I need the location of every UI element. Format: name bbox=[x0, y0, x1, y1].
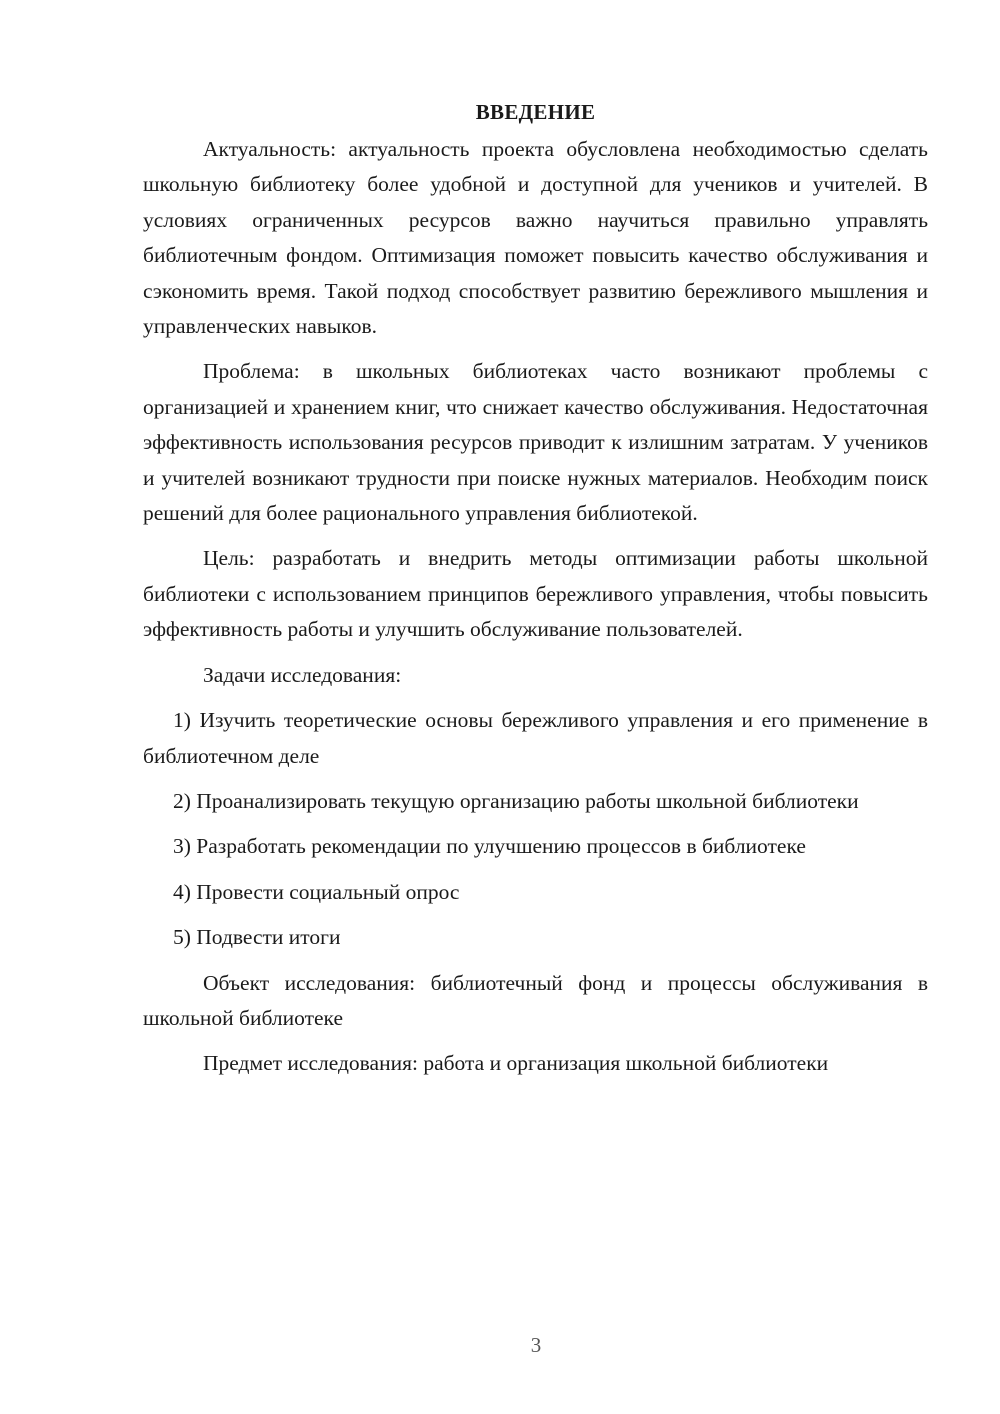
document-page bbox=[143, 92, 928, 1082]
task-item: 4) Провести социальный опрос bbox=[173, 879, 460, 904]
tasks-title: Задачи исследования: bbox=[203, 662, 402, 687]
page-title: ВВЕДЕНИЕ bbox=[475, 100, 596, 124]
relevance-paragraph: Актуальность: актуальность проекта обусловлена необходимостью сделать школьную библиотеку более удобной и доступной для учеников и учителей. В условиях ограниченных ресурсов важно научиться правильно управлять библиотечным фондом. Оптимизация поможет повысить качество обслуживания и сэкономить время. Такой подход способствует развитию бережливого мышления и управленческих навыков. bbox=[143, 137, 928, 339]
task-item: 5) Подвести итоги bbox=[173, 925, 341, 950]
problem-paragraph: Проблема: в школьных библиотеках часто возникают проблемы с организацией и хранением книг, что снижает качество обслуживания. Недостаточная эффективность использования ресурсов приводит к излишним затратам. У учеников и учителей возникают трудности при поиске нужных материалов. Необходим поиск решений для более рационального управления библиотекой. bbox=[143, 359, 928, 526]
object-paragraph: Объект исследования: библиотечный фонд и процессы обслуживания в школьной библиотеке bbox=[143, 970, 928, 1030]
goal-paragraph: Цель: разработать и внедрить методы оптимизации работы школьной библиотеки с использованием принципов бережливого управления, чтобы повысить эффективность работы и улучшить обслуживание пользователей. bbox=[143, 546, 928, 642]
task-item: 2) Проанализировать текущую организацию работы школьной библиотеки bbox=[173, 788, 859, 813]
task-item: 1) Изучить теоретические основы бережливого управления и его применение в библиотечном деле bbox=[143, 708, 928, 768]
task-item: 3) Разработать рекомендации по улучшению процессов в библиотеке bbox=[173, 834, 806, 859]
page-number: 3 bbox=[530, 1333, 542, 1357]
subject-paragraph: Предмет исследования: работа и организация школьной библиотеки bbox=[203, 1051, 829, 1076]
